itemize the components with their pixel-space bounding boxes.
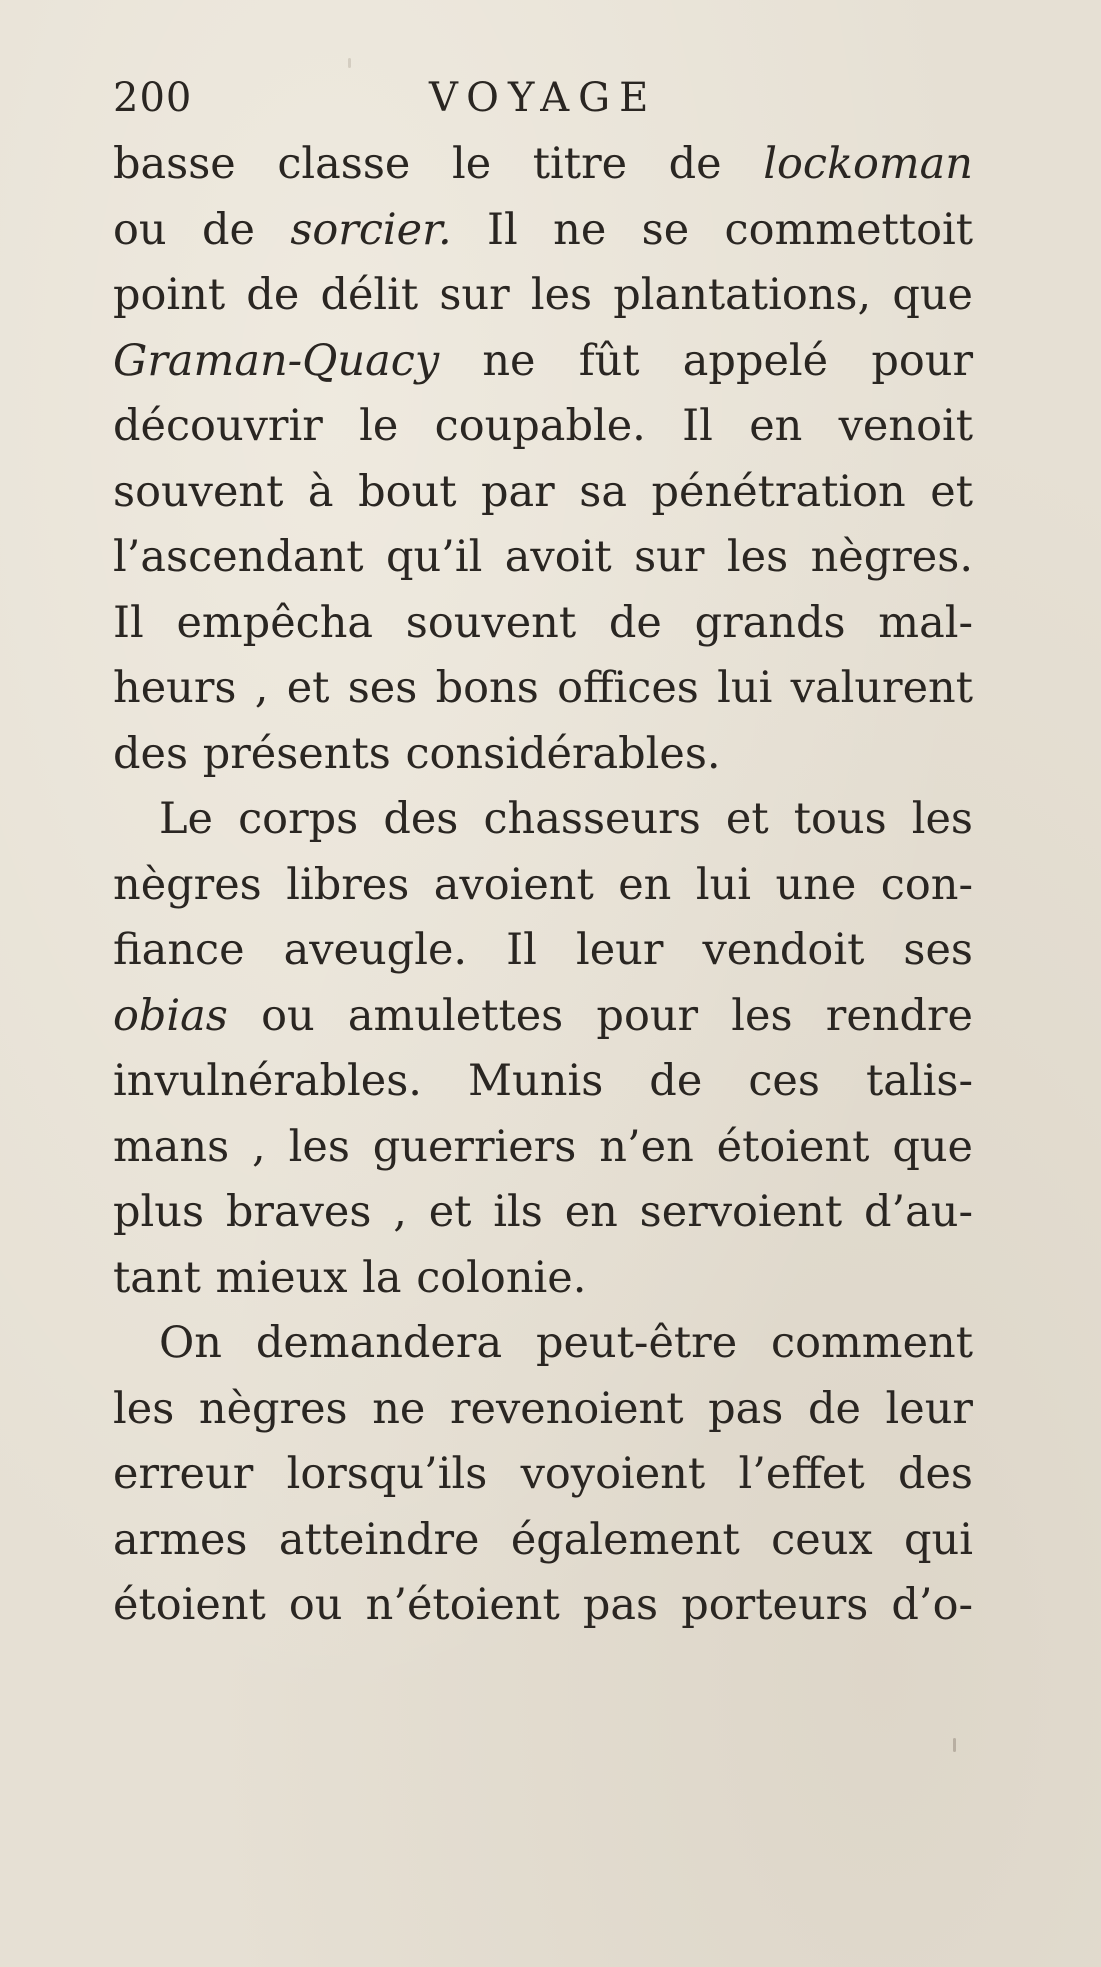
text-line: erreur lorsqu’ils voyoient l’effet des bbox=[113, 1449, 973, 1499]
running-title: VOYAGE bbox=[429, 75, 658, 121]
paragraph-start-line: Le corps des chasseurs et tous les bbox=[159, 794, 973, 844]
paper-speck bbox=[953, 1738, 956, 1752]
text-line: obias ou amulettes pour les rendre bbox=[113, 990, 973, 1041]
running-head bbox=[113, 68, 993, 128]
page-number: 200 bbox=[113, 75, 193, 121]
paper-speck bbox=[348, 58, 351, 68]
text-line: mans , les guerriers n’en étoient que bbox=[113, 1121, 973, 1172]
body-text bbox=[113, 132, 973, 1639]
paragraph-start-line: On demandera peut-être comment bbox=[159, 1318, 973, 1368]
text-line: fiance aveugle. Il leur vendoit ses bbox=[113, 925, 973, 975]
text-line: découvrir le coupable. Il en venoit bbox=[113, 401, 973, 451]
text-line: tant mieux la colonie. bbox=[113, 1252, 587, 1303]
text-line: basse classe le titre de lockoman bbox=[113, 139, 973, 189]
text-line: l’ascendant qu’il avoit sur les nègres. bbox=[113, 532, 973, 582]
text-line: heurs , et ses bons offices lui valurent bbox=[113, 663, 973, 713]
text-line: nègres libres avoient en lui une con- bbox=[113, 859, 973, 910]
text-line: plus braves , et ils en servoient d’au- bbox=[113, 1187, 973, 1237]
text-line: les nègres ne revenoient pas de leur bbox=[113, 1383, 973, 1434]
text-line: point de délit sur les plantations, que bbox=[113, 270, 973, 320]
text-line: des présents considérables. bbox=[113, 728, 721, 779]
text-line: invulnérables. Munis de ces talis- bbox=[113, 1056, 973, 1106]
text-line: armes atteindre également ceux qui bbox=[113, 1514, 973, 1565]
text-line: Il empêcha souvent de grands mal- bbox=[113, 597, 973, 648]
text-line: souvent à bout par sa pénétration et bbox=[113, 466, 973, 517]
text-line: Graman-Quacy ne fût appelé pour bbox=[113, 335, 973, 386]
text-line: ou de sorcier. Il ne se commettoit bbox=[113, 204, 973, 255]
text-line: étoient ou n’étoient pas porteurs d’o- bbox=[113, 1580, 973, 1630]
